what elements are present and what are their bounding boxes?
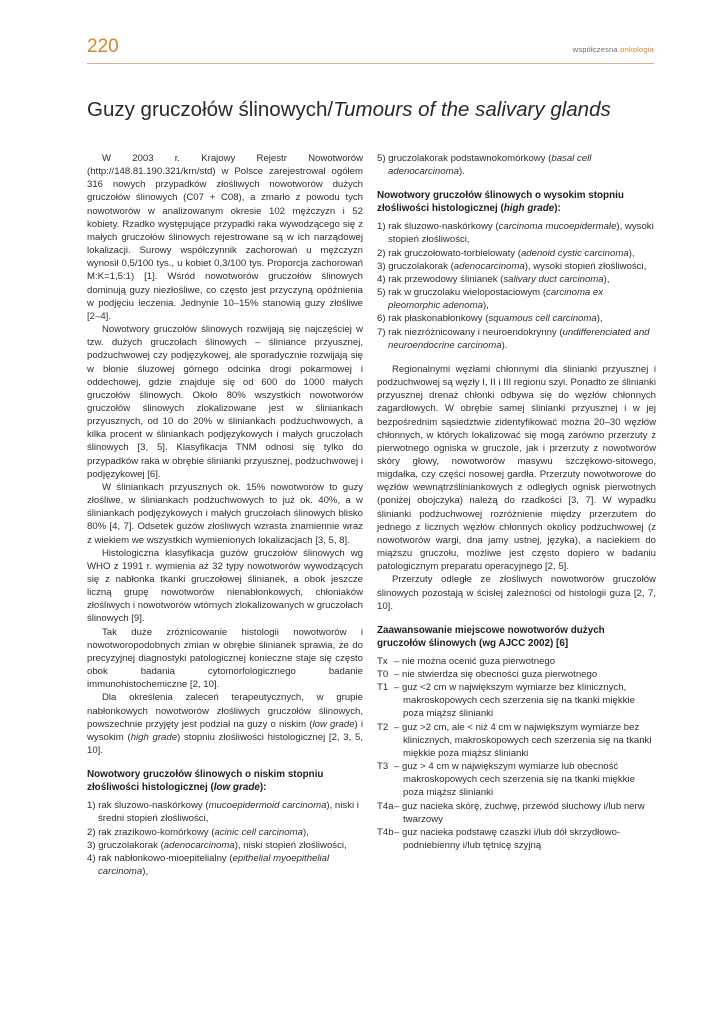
heading-high-grade: Nowotwory gruczołów ślinowych o wysokim stopniu złośliwości histologicznej (high grade):: [377, 190, 624, 215]
list-item: 3) gruczolakorak (adenocarcinoma), niski stopień złośliwości,: [87, 839, 347, 851]
page-number: 220: [87, 36, 119, 57]
list-item: 7) rak niezróżnicowany i neuroendokrynny (undifferenciated and neuroendocrine carcinoma).: [377, 326, 650, 351]
paragraph-grading: Dla określenia zaleceń terapeutycznych, w grupie nabłonkowych nowotworów złośliwych gruczołów ślinowych, powszechnie przyjęty jest podział na guzy o niskim (low grade) i wysokim (high grade) stopniu złośliwości histologicznej [2, 3, 5, 10].: [87, 692, 364, 757]
title-english: Tumours of the salivary glands: [333, 98, 611, 121]
low-grade-list: [87, 799, 363, 878]
paragraph-who-classification: Histologiczna klasyfikacja guzów gruczołów ślinowych wg WHO z 1991 r. wymienia aż 32 typy nowotworów wywodzących się z nabłonka tkanki gruczołowej ślinianek, a obok jeszcze liczną grupę nowotworów nienabłonkowych, chłoniaków złośliwych i nowotworów wtórnych zlokalizowanych w gruczołach ślinowych [9].: [87, 547, 363, 625]
paragraph-distant-metastases: Przerzuty odległe ze złośliwych nowotworów gruczołów ślinowych pozostają w ścisłej zależności od histologii guza [2, 7, 10].: [377, 574, 656, 612]
high-grade-list: [377, 220, 656, 352]
paragraph-locations: Nowotwory gruczołów ślinowych rozwijają się najczęściej w tzw. dużych gruczołach ślinowych – śliniance przyusznej, podżuchwowej czy podjęzykowej, ale sporadycznie rozwijają się w błonie śluzowej górnego odcinka drogi pokarmowej i oddechowej, gdzie znajduje się od 600 do 1000 małych gruczołów ślinowych. Około 80% wszystkich nowotworów gruczołów ślinowych zlokalizowane jest w śliniankach przyusznych, od 10 do 20% w śliniankach podżuchwowych, a kilka procent w śliniankach podjęzykowych i małych gruczołach ślinowych [3, 5]. Klasyfikacja TNM odnosi się tylko do przypadków raka w obrębie ślinianki przyusznej, podżuchwowej i podjęzykowej [6].: [87, 324, 363, 480]
heading-tnm-staging: Zaawansowanie miejscowe nowotworów dużych gruczołów ślinowych (wg AJCC 2002) [6]: [377, 624, 605, 649]
paragraph-immunohistochemistry: Tak duże zróżnicowanie histologii nowotworów i nowotworopodobnych zmian w obrębie ślinianek sprawia, że do precyzyjnej diagnostyki patologicznej konieczne staje się często obok badania cytomorfologicznego badanie immunohistochemiczne [2, 10].: [87, 626, 363, 691]
title-polish: Guzy gruczołów ślinowych/: [87, 98, 334, 121]
tnm-row: Tx – nie można ocenić guza pierwotnego: [377, 655, 556, 667]
list-item: 2) rak zrazikowo-komórkowy (acinic cell carcinoma),: [87, 826, 309, 838]
list-item: 4) rak nabłonkowo-mioepitelialny (epithelial myoepithelial carcinoma),: [87, 852, 330, 877]
journal-name-accent: onkologia: [620, 45, 654, 54]
article-title: [87, 98, 611, 122]
tnm-row: T4a – guz nacieka skórę, żuchwę, przewód słuchowy i/lub nerw twarzowy: [377, 800, 645, 825]
heading-low-grade: Nowotwory gruczołów ślinowych o niskim stopniu złośliwości histologicznej (low grade):: [87, 769, 324, 794]
list-item: 4) rak przewodowy ślinianek (salivary duct carcinoma),: [377, 273, 610, 285]
left-column: [87, 152, 363, 878]
list-item: 5) rak w gruczolaku wielopostaciowym (carcinoma ex pleomorphic adenoma),: [377, 287, 604, 312]
list-item: 6) rak płaskonabłonkowy (squamous cell carcinoma),: [377, 313, 603, 325]
list-item: 1) rak śluzowo-naskórkowy (mucoepidermoid carcinoma), niski i średni stopień złośliwości,: [87, 800, 359, 825]
journal-name: [573, 45, 654, 54]
paragraph-malignancy-rates: W śliniankach przyusznych ok. 15% nowotworów to guzy złośliwe, w śliniankach podżuchwowych to już ok. 40%, a w śliniankach podjęzykowych i małych gruczołach ślinowych blisko 80% [4, 7]. Odsetek guzów złośliwych wzrasta znamiennie wraz z wiekiem we wszystkich wymienionych lokalizacjach [3, 5, 8].: [87, 481, 363, 546]
list-item: 3) gruczolakorak (adenocarcinoma), wysoki stopień złośliwości,: [377, 260, 647, 272]
paragraph-lymph-nodes: Regionalnymi węzłami chłonnymi dla ślinianki przyusznej i podżuchwowej są węzły I, II i III regionu szyi. Ponadto ze ślinianki przyusznej drenaż chłonki odbywa się do węzłów chłonnych zagardłowych. W obrębie samej ślinianki przyusznej i w jej bezpośrednim sąsiedztwie zidentyfikować można 20–30 węzłów chłonnych, w których lokalizować się mogą zarówno przerzuty z pierwotnego ogniska w gruczole, jak i przerzuty z nowotworów skóry głowy, nowotworów masywu szczękowo-sitowego, migdałka, czy części nosowej gardła. Przerzuty nowotworowe do węzłów wewnątrzśliniankowych z odległych ognisk pierwotnych (poniżej obojczyka) należą do rzadkości [3, 7]. W wypadku ślinianki podżuchwowej rozróżnienie między przerzutem do jednego z licznych węzłów chłonnych okolicy podżuchwowej (z nowotworów wargi, dna jamy ustnej, języka), a naciekiem do miąższu gruczołu, możliwe jest często dopiero w badaniu patologicznym preparatu operacyjnego [2, 5].: [377, 363, 656, 573]
tnm-row: T0 – nie stwierdza się obecności guza pierwotnego: [377, 669, 598, 680]
tnm-row: T4b – guz nacieka podstawę czaszki i/lub dół skrzydłowo-podniebienny i/lub tętnicę szyjną: [377, 826, 621, 852]
tnm-row: T2 – guz >2 cm, ale < niż 4 cm w największym wymiarze bez klinicznych, makroskopowych cech szerzenia się na tkanki miękkie poza miąższ ślinianki: [377, 721, 652, 759]
low-grade-list-continued: [377, 152, 656, 178]
tnm-row: T3 – guz > 4 cm w największym wymiarze lub obecność makroskopowych cech szerzenia się na tkanki miękkie poza miąższ ślinianki: [377, 761, 635, 799]
list-item: 2) rak gruczołowato-torbielowaty (adenoid cystic carcinoma),: [377, 247, 635, 259]
list-item: 1) rak śluzowo-naskórkowy (carcinoma mucoepidermale), wysoki stopień złośliwości,: [377, 221, 654, 246]
journal-name-prefix: współczesna: [572, 45, 621, 54]
right-column: [377, 152, 656, 852]
tnm-staging-list: [377, 655, 656, 852]
header-divider: [87, 63, 654, 64]
paragraph-incidence: W 2003 r. Krajowy Rejestr Nowotworów (http://148.81.190.321/krn/std) w Polsce zarejestrował ogółem 316 nowych przypadków złośliwych nowotworów dużych gruczołów ślinowych (C07 + C08), a zmarło z powodu tych nowotworów w analizowanym okresie 102 mężczyzn i 52 kobiety. Rzadko występujące przypadki raka wywodzącego się z małych gruczołów ślinowych rejestrowane są w ich narządowej lokalizacji. Surowy współczynnik zachorowań u mężczyzn wynosił 0,5/100 tys., u kobiet 0,3/100 tys. Proporcja zachorowań M:K=1,5:1) [1]. Wśród nowotworów gruczołów ślinowych dominują guzy niezłośliwe, co często jest przyczyną opóźnienia w podjęciu leczenia. Jednynie 10–15% stanowią guzy złośliwe [2–4].: [87, 153, 363, 322]
list-item: 5) gruczolakorak podstawnokomórkowy (basal cell adenocarcinoma).: [377, 153, 592, 178]
tnm-row: T1 – guz <2 cm w największym wymiarze bez klinicznych, makroskopowych cech szerzenia się na tkanki miękkie poza miąższ ślinianki: [377, 682, 635, 720]
